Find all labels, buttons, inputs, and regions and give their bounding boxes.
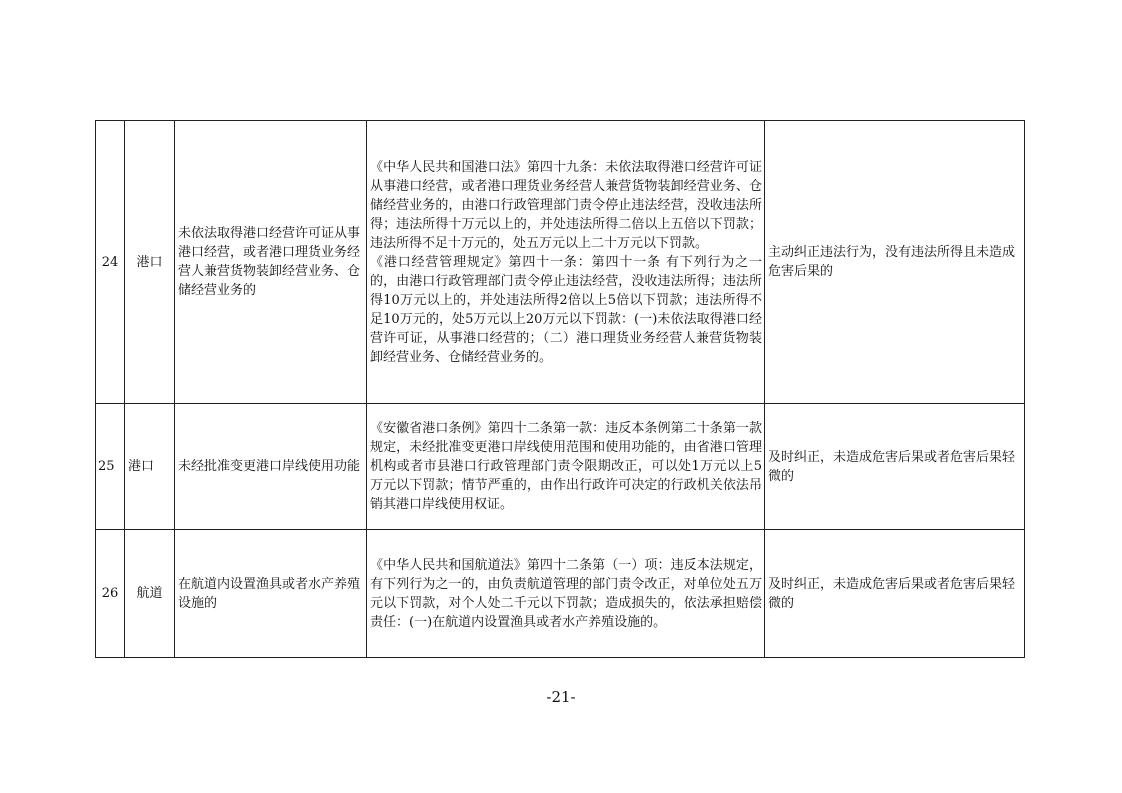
row-legal-basis bbox=[367, 121, 765, 404]
row-behavior: 未经批准变更港口岸线使用功能 bbox=[175, 404, 367, 530]
violations-table bbox=[95, 120, 1025, 658]
table-row bbox=[96, 530, 1025, 658]
legal-basis-paragraph: 《中华人民共和国航道法》第四十二条第（一）项：违反本法规定，有下列行为之一的，由负责航道管理的部门责令改正，对单位处五万元以下罚款，对个人处二千元以下罚款；造成损失的，依法承担赔偿责任：(一)在航道内设置渔具或者水产养殖设施的。 bbox=[370, 557, 762, 630]
row-legal-basis bbox=[367, 404, 765, 530]
row-category: 港口 bbox=[125, 121, 175, 404]
row-condition: 主动纠正违法行为，没有违法所得且未造成危害后果的 bbox=[765, 121, 1025, 404]
legal-basis-paragraph: 《港口经营管理规定》第四十一条：第四十一条 有下列行为之一的，由港口行政管理部门责令停止违法经营，没收违法所得；违法所得10万元以上的，并处违法所得2倍以上5倍以下罚款；违法所得不足10万元的，处5万元以上20万元以下罚款：(一)未依法取得港口经营许可证，从事港口经营的；（二）港口理货业务经营人兼营货物装卸经营业务、仓储经营业务的。 bbox=[370, 254, 762, 365]
page-number: -21- bbox=[546, 688, 576, 706]
row-condition: 及时纠正，未造成危害后果或者危害后果轻微的 bbox=[765, 404, 1025, 530]
row-number: 25 bbox=[96, 404, 125, 530]
row-legal-basis bbox=[367, 530, 765, 658]
row-behavior: 未依法取得港口经营许可证从事港口经营，或者港口理货业务经营人兼营货物装卸经营业务、仓储经营业务的 bbox=[175, 121, 367, 404]
table-row bbox=[96, 404, 1025, 530]
row-category: 港口 bbox=[125, 404, 175, 530]
table-row bbox=[96, 121, 1025, 404]
legal-basis-paragraph: 《安徽省港口条例》第四十二条第一款：违反本条例第二十条第一款规定，未经批准变更港口岸线使用范围和使用功能的，由省港口管理机构或者市县港口行政管理部门责令限期改正，可以处1万元以上5万元以下罚款；情节严重的，由作出行政许可决定的行政机关依法吊销其港口岸线使用权证。 bbox=[370, 421, 762, 512]
row-number: 26 bbox=[96, 530, 125, 658]
legal-basis-paragraph: 《中华人民共和国港口法》第四十九条：未依法取得港口经营许可证从事港口经营，或者港口理货业务经营人兼营货物装卸经营业务、仓储经营业务的，由港口行政管理部门责令停止违法经营，没收违法所得；违法所得十万元以上的，并处违法所得二倍以上五倍以下罚款；违法所得不足十万元的，处五万元以上二十万元以下罚款。 bbox=[370, 159, 762, 251]
row-category: 航道 bbox=[125, 530, 175, 658]
row-behavior: 在航道内设置渔具或者水产养殖设施的 bbox=[175, 530, 367, 658]
row-number: 24 bbox=[96, 121, 125, 404]
row-condition: 及时纠正，未造成危害后果或者危害后果轻微的 bbox=[765, 530, 1025, 658]
